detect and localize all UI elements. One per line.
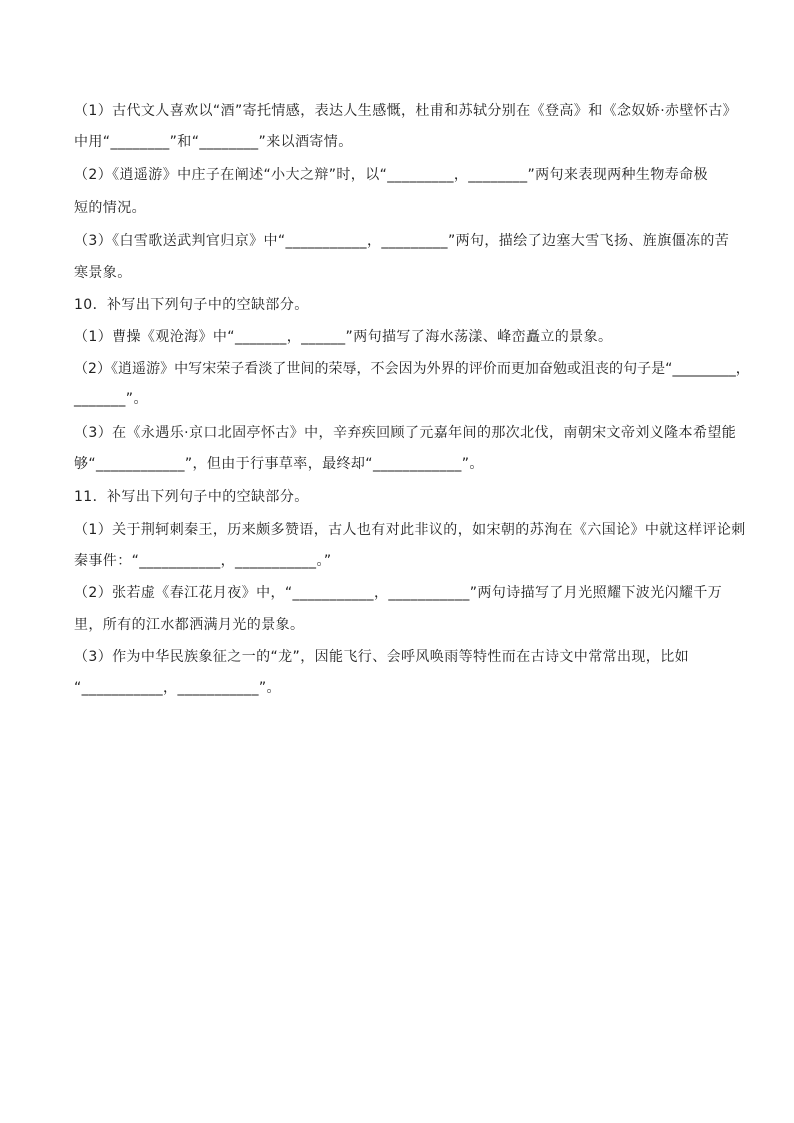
q9-1-line-2: 中用“________”和“________”来以酒寄情。 (74, 134, 353, 150)
q11-2-line-1: （2）张若虚《春江花月夜》中，“___________，___________”两句诗描写了月光照耀下波光闪耀千万 (74, 585, 723, 601)
q10-2-line-2: _______”。 (74, 391, 148, 407)
q11-heading: 11．补写出下列句子中的空缺部分。 (74, 489, 309, 505)
q10-3-line-2: 够“____________”，但由于行事草率，最终却“____________”。 (74, 456, 484, 472)
q11-3-line-1: （3）作为中华民族象征之一的“龙”，因能飞行、会呼风唤雨等特性而在古诗文中常常出现，比如 (74, 649, 690, 665)
q9-3-line-1: （3）《白雪歌送武判官归京》中“___________，_________”两句，描绘了边塞大雪飞扬、旌旗僵冻的苦 (74, 233, 730, 249)
q10-2-line-1: （2）《逍遥游》中写宋荣子看淡了世间的荣辱，不会因为外界的评价而更加奋勉或沮丧的句子是“_________， (74, 361, 750, 377)
q9-1-line-1: （1）古代文人喜欢以“酒”寄托情感，表达人生感慨，杜甫和苏轼分别在《登高》和《念奴娇·赤壁怀古》 (74, 103, 738, 119)
q9-2-line-1: （2）《逍遥游》中庄子在阐述“小大之辩”时，以“_________，________”两句来表现两种生物寿命极 (74, 167, 708, 183)
q11-1-line-1: （1）关于荆轲刺秦王，历来颇多赞语，古人也有对此非议的，如宋朝的苏洵在《六国论》中就这样评论刺 (74, 522, 746, 538)
q9-2-line-2: 短的情况。 (74, 200, 146, 216)
q10-3-line-1: （3）在《永遇乐·京口北固亭怀古》中，辛弃疾回顾了元嘉年间的那次北伐，南朝宋文帝刘义隆本希望能 (74, 425, 737, 441)
q10-heading: 10．补写出下列句子中的空缺部分。 (74, 297, 309, 313)
q11-2-line-2: 里，所有的江水都洒满月光的景象。 (74, 617, 305, 633)
q9-3-line-2: 寒景象。 (74, 265, 132, 281)
q10-1-line-1: （1）曹操《观沧海》中“_______，______”两句描写了海水荡漾、峰峦矗立的景象。 (74, 329, 613, 345)
q11-3-line-2: “___________，___________”。 (74, 680, 281, 696)
q11-1-line-2: 秦事件：“___________，___________。” (74, 553, 332, 569)
